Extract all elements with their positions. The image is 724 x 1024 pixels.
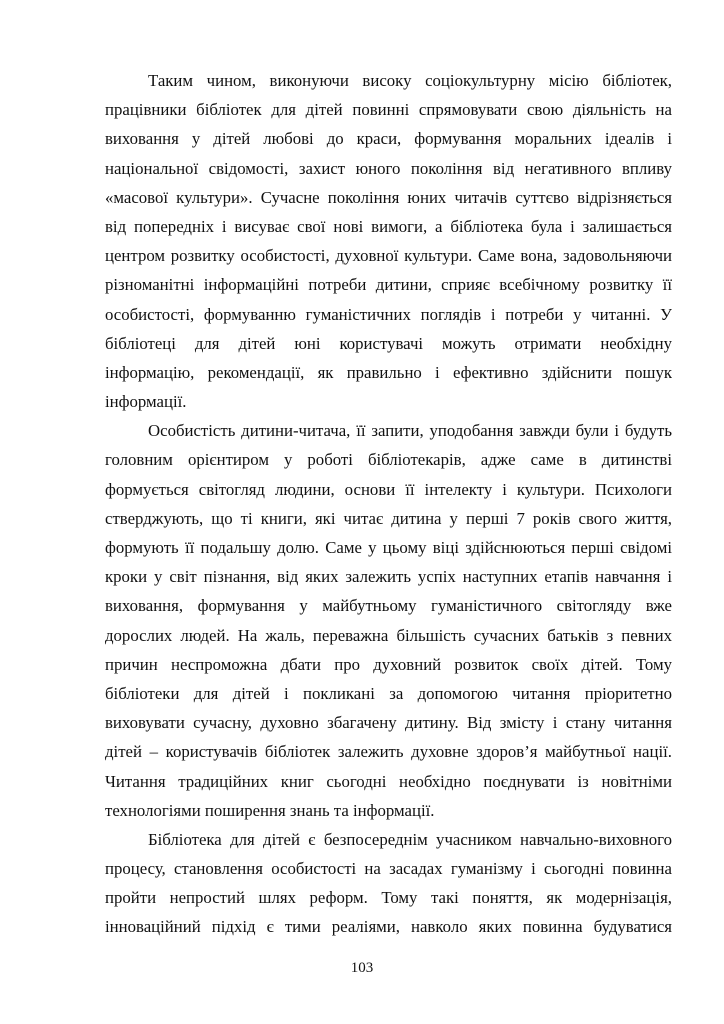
text-line: Особистість дитини-читача, її запити, уподобання завжди були і будуть — [148, 421, 672, 441]
text-line: від попередніх і висуває свої нові вимоги, а бібліотека була і залишається — [105, 216, 672, 236]
text-line: дітей – користувачів бібліотек залежить духовне здоров’я майбутньої нації. — [105, 742, 672, 762]
text-line: Таким чином, виконуючи високу соціокультурну місію бібліотек, — [148, 71, 672, 90]
text-line: бібліотеки для дітей і покликані за допомогою читання пріоритетно — [105, 683, 672, 703]
text-line: центром розвитку особистості, духовної культури. Саме вона, задовольняючи — [105, 246, 672, 266]
body-text — [105, 66, 672, 942]
text-line: процесу, становлення особистості на засадах гуманізму і сьогодні повинна — [105, 859, 672, 879]
text-line: технологіями поширення знань та інформації. — [105, 800, 435, 820]
text-line: виховання у дітей любові до краси, формування моральних ідеалів і — [105, 129, 672, 149]
text-line: працівники бібліотек для дітей повинні спрямовувати свою діяльність на — [105, 100, 672, 120]
text-line: кроки у світ пізнання, від яких залежить успіх наступних етапів навчання і — [105, 567, 672, 587]
text-line: «масової культури». Сучасне покоління юних читачів суттєво відрізняється — [105, 187, 672, 207]
text-line: причин неспроможна дбати про духовний розвиток своїх дітей. Тому — [105, 654, 672, 674]
text-line: дорослих людей. На жаль, переважна більшість сучасних батьків з певних — [105, 625, 672, 645]
text-line: стверджують, що ті книги, які читає дитина у перші 7 років свого життя, — [105, 508, 672, 528]
text-line: формується світогляд людини, основи її інтелекту і культури. Психологи — [105, 479, 672, 499]
text-line: бібліотеці для дітей юні користувачі можуть отримати необхідну — [105, 333, 672, 353]
text-line: виховувати сучасну, духовно збагачену дитину. Від змісту і стану читання — [105, 713, 672, 733]
text-line: інформацію, рекомендації, як правильно і ефективно здійснити пошук — [105, 362, 672, 382]
page-number: 103 — [350, 960, 374, 976]
text-line: Читання традиційних книг сьогодні необхідно поєднувати із новітніми — [105, 771, 672, 791]
text-line: особистості, формуванню гуманістичних поглядів і потреби у читанні. У — [105, 304, 672, 324]
text-line: головним орієнтиром у роботі бібліотекарів, адже саме в дитинстві — [105, 450, 672, 470]
text-line: інформації. — [105, 392, 187, 412]
text-line: інноваційний підхід є тими реаліями, навколо яких повинна будуватися — [105, 917, 672, 937]
text-line: виховання, формування у майбутньому гуманістичного світогляду вже — [105, 596, 672, 616]
text-line: формують її подальшу долю. Саме у цьому віці здійснюються перші свідомі — [105, 538, 672, 557]
text-line: Бібліотека для дітей є безпосереднім учасником навчально-виховного — [148, 829, 672, 849]
text-line: різноманітні інформаційні потреби дитини, сприяє всебічному розвитку її — [105, 275, 672, 295]
text-line: національної свідомості, захист юного покоління від негативного впливу — [105, 158, 672, 178]
text-line: пройти непростий шлях реформ. Тому такі поняття, як модернізація, — [105, 888, 672, 908]
